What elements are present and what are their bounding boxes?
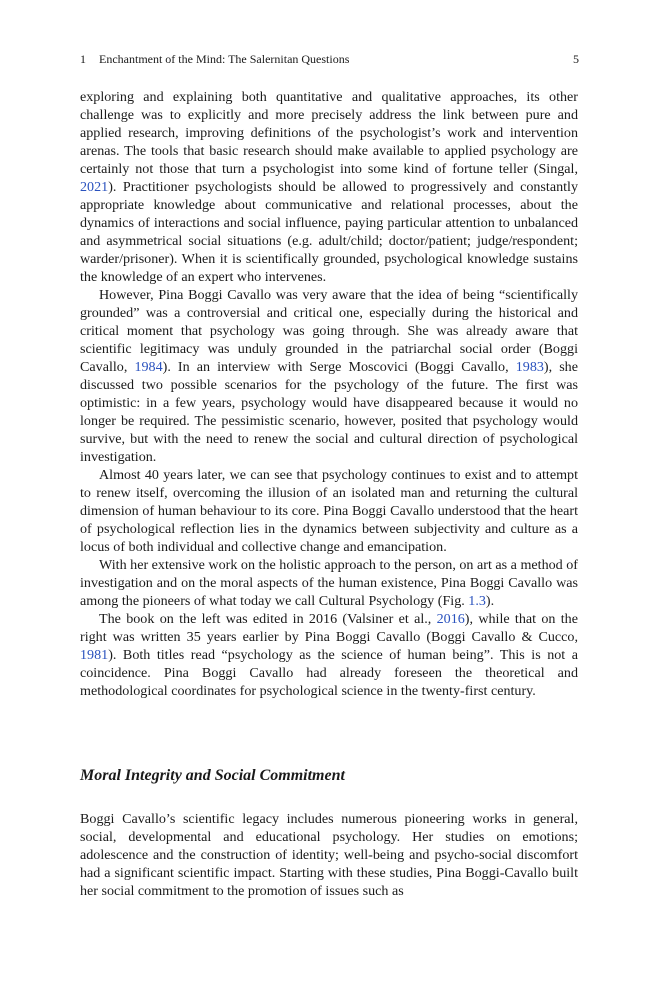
text-run: ).	[485, 593, 495, 609]
body-paragraph	[80, 610, 578, 700]
chapter-title: Enchantment of the Mind: The Salernitan Questions	[99, 52, 350, 66]
body-paragraph	[80, 286, 578, 466]
main-body-text	[80, 88, 578, 700]
section-heading: Moral Integrity and Social Commitment	[80, 767, 345, 784]
citation-link[interactable]: 1.3	[468, 593, 486, 609]
text-run: The book on the left was edited in 2016 (Valsiner et al.,	[99, 611, 437, 627]
text-run: With her extensive work on the holistic approach to the person, on art as a method of investigation and on the moral aspects of the human existence, Pina Boggi Cavallo was among the pioneers of what today we call Cultural Psychology (Fig.	[80, 557, 578, 609]
text-run: ). In an interview with Serge Moscovici (Boggi Cavallo,	[162, 359, 516, 375]
running-head-left	[80, 52, 349, 68]
text-run: ). Both titles read “psychology as the science of human being”. This is not a coincidence. Pina Boggi Cavallo had already foreseen the theoretical and methodological coordinates for psychological science in the twenty-first century.	[80, 647, 578, 699]
text-run: Almost 40 years later, we can see that psychology continues to exist and to attempt to renew itself, overcoming the illusion of an isolated man and returning the cultural dimension of human behaviour to its core. Pina Boggi Cavallo understood that the heart of psychological reflection lies in the dynamics between subjectivity and culture as a locus of both individual and collective change and emancipation.	[80, 467, 578, 555]
text-run: exploring and explaining both quantitative and qualitative approaches, its other challenge was to explicitly and more precisely address the link between pure and applied research, improving definitions of the psychologist’s work and intervention arenas. The tools that basic research should make available to applied psychology are certainly not those that turn a psychologist into some kind of fortune teller (Singal,	[80, 89, 578, 177]
chapter-number: 1	[80, 52, 86, 66]
body-paragraph	[80, 556, 578, 610]
body-paragraph	[80, 88, 578, 286]
citation-link[interactable]: 1981	[80, 647, 109, 663]
citation-link[interactable]: 2021	[80, 179, 109, 195]
citation-link[interactable]: 1983	[515, 359, 544, 375]
citation-link[interactable]: 1984	[134, 359, 163, 375]
body-paragraph	[80, 466, 578, 556]
running-head	[80, 52, 579, 68]
text-run: ), while that on the right was written 35 years earlier by Pina Boggi Cavallo (Boggi Cavallo & Cucco,	[80, 611, 578, 645]
citation-link[interactable]: 2016	[436, 611, 465, 627]
text-run: However, Pina Boggi Cavallo was very aware that the idea of being “scientifically grounded” was a controversial and critical one, especially during the historical and critical moment that psychology was going through. She was already aware that scientific legitimacy was unduly grounded in the patriarchal social order (Boggi Cavallo,	[80, 287, 578, 375]
text-run: ), she discussed two possible scenarios for the psychology of the future. The first was optimistic: in a few years, psychology would have disappeared because it would no longer be required. The pessimistic scenario, however, posited that psychology would survive, but with the need to renew the social and cultural direction of psychological investigation.	[80, 359, 578, 465]
section-paragraph: Boggi Cavallo’s scientific legacy includes numerous pioneering works in general, social, developmental and educational psychology. Her studies on emotions; adolescence and the construction of identity; well-being and psycho-social discomfort had a significant scientific impact. Starting with these studies, Pina Boggi-Cavallo built her social commitment to the promotion of issues such as	[80, 811, 578, 899]
page-number: 5	[573, 52, 579, 66]
text-run: ). Practitioner psychologists should be allowed to progressively and constantly appropriate knowledge about communicative and relational processes, about the dynamics of interactions and social influence, paying particular attention to unbalanced and asymmetrical social situations (e.g. adult/child; doctor/patient; judge/respondent; warder/prisoner). When it is scientifically grounded, psychological knowledge sustains the knowledge of an expert who intervenes.	[80, 179, 578, 285]
